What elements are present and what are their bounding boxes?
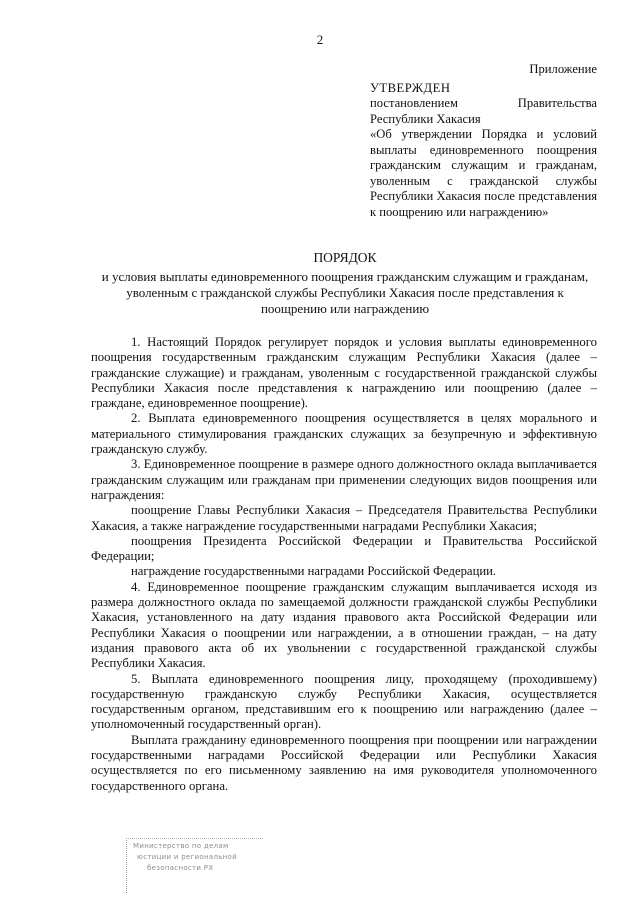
paragraph: 4. Единовременное поощрение гражданским служащим выплачивается исходя из размера должностного оклада по замещаемой должности гражданской службы Республики Хакасия, установленного на дату издания правового акта Российской Федерации или Республики Хакасия о поощрении или награждении, а в отношении граждан, – на дату издания правового акта об их увольнении с государственной гражданской службы Республики Хакасия. (91, 579, 597, 671)
paragraph: 1. Настоящий Порядок регулирует порядок и условия выплаты единовременного поощрения государственным гражданским служащим Республики Хакасия (далее – гражданские служащие) и гражданам, уволенным с государственной гражданской службы Республики Хакасия после представления к награждению или поощрению (далее – граждане, единовременное поощрение). (91, 335, 597, 411)
document-body (91, 335, 597, 794)
paragraph: поощрение Главы Республики Хакасия – Председателя Правительства Республики Хакасия, а также награждение государственными наградами Республики Хакасия; (91, 503, 597, 533)
approval-line-resolution: постановлением Правительства Республики Хакасия (370, 96, 597, 126)
paragraph: 5. Выплата единовременного поощрения лицу, проходящему (проходившему) государственную гражданскую службу Республики Хакасия, осуществляется государственным органом, представившим его к поощрению или награждению (далее – уполномоченный государственный орган). (91, 671, 597, 732)
paragraph: поощрения Президента Российской Федерации и Правительства Российской Федерации; (91, 533, 597, 564)
stamp-line: юстиции и региональной (137, 853, 237, 861)
appendix-label: Приложение (529, 62, 597, 76)
page-number: 2 (316, 32, 324, 47)
paragraph: 3. Единовременное поощрение в размере одного должностного оклада выплачивается гражданским служащим или гражданам при применении следующих видов поощрения или награждения: (91, 457, 597, 502)
stamp-line: безопасности РХ (147, 864, 214, 872)
paragraph: Выплата гражданину единовременного поощрения при поощрении или награждении государственными наградами Российской Федерации или Республики Хакасия осуществляется по его письменному заявлению на имя руководителя уполномоченного государственного органа. (91, 732, 597, 793)
document-title: ПОРЯДОК (313, 250, 377, 265)
stamp-line: Министерство по делам (133, 842, 229, 850)
document-subtitle: и условия выплаты единовременного поощрения гражданским служащим и гражданам, уволенным с гражданской службы Республики Хакасия после представления к поощрению или награждению (101, 269, 589, 316)
paragraph: 2. Выплата единовременного поощрения осуществляется в целях морального и материального стимулирования гражданских служащих за безупречную и эффективную гражданскую службу. (91, 411, 597, 457)
approval-line-title: «Об утверждении Порядка и условий выплаты единовременного поощрения гражданским служащим и гражданам, уволенным с гражданской службы Республики Хакасия после представления к поощрению или награждению» (370, 127, 597, 219)
registration-stamp (126, 838, 263, 893)
approved-heading: УТВЕРЖДЕН (370, 80, 451, 95)
approval-block (370, 62, 597, 220)
paragraph: награждение государственными наградами Российской Федерации. (131, 564, 497, 579)
document-title-block (95, 250, 595, 317)
